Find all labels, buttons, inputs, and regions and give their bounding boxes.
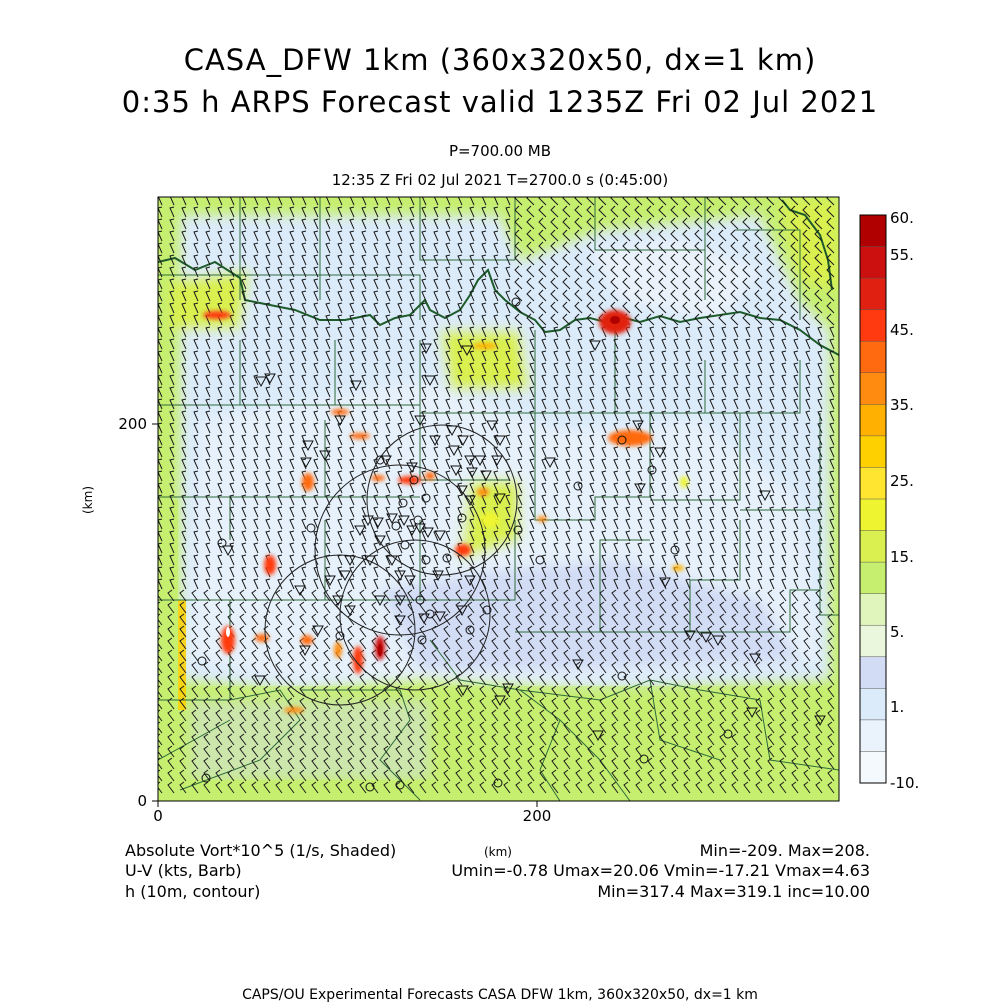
credit-line: CAPS/OU Experimental Forecasts CASA DFW 1km, 360x320x50, dx=1 km (242, 987, 758, 1003)
colorbar-segment (860, 247, 886, 279)
x-tick-label-200: 200 (522, 807, 552, 825)
y-axis-label: (km) (81, 485, 95, 515)
colorbar-segment (860, 436, 886, 468)
colorbar-label: -10. (890, 774, 920, 792)
southern-boundary-band (158, 780, 839, 801)
colorbar-segment (860, 531, 886, 563)
colorbar-label: 45. (890, 321, 914, 339)
colorbar-segment (860, 625, 886, 657)
colorbar-label: 1. (890, 698, 905, 716)
colorbar-label: 55. (890, 246, 914, 264)
colorbar-segment (860, 688, 886, 720)
colorbar-segment (860, 657, 886, 689)
colorbar-segment (860, 404, 886, 436)
vorticity-stats: Min=-209. Max=208. (699, 841, 870, 860)
colorbar-label: 5. (890, 623, 905, 641)
colorbar-segment (860, 499, 886, 531)
plot-area (156, 194, 839, 801)
field-description-wind: U-V (kts, Barb) (125, 861, 242, 880)
colorbar (860, 215, 886, 784)
colorbar-label: 60. (890, 209, 914, 227)
x-axis-label: (km) (483, 845, 513, 859)
colorbar-segment (860, 373, 886, 405)
colorbar-labels (890, 209, 919, 792)
colorbar-label: 15. (890, 548, 914, 566)
y-tick-label-200: 200 (118, 415, 147, 433)
colorbar-segment (860, 720, 886, 752)
field-description-height: h (10m, contour) (125, 882, 261, 901)
field-description-vorticity: Absolute Vort*10^5 (1/s, Shaded) (125, 841, 397, 860)
height-stats: Min=317.4 Max=319.1 inc=10.00 (597, 882, 870, 901)
y-tick-label-0: 0 (137, 792, 147, 810)
colorbar-segment (860, 594, 886, 626)
colorbar-label: 35. (890, 396, 914, 414)
x-tick-label-0: 0 (153, 807, 163, 825)
colorbar-segment (860, 751, 886, 783)
plot-title-line2: 0:35 h ARPS Forecast valid 1235Z Fri 02 Jul 2021 (121, 85, 879, 119)
colorbar-segment (860, 341, 886, 373)
pressure-level-label: P=700.00 MB (448, 142, 552, 160)
wind-stats: Umin=-0.78 Umax=20.06 Vmin=-17.21 Vmax=4.63 (451, 861, 870, 880)
valid-time-label: 12:35 Z Fri 02 Jul 2021 T=2700.0 s (0:45:00) (331, 171, 669, 189)
plot-title-line1: CASA_DFW 1km (360x320x50, dx=1 km) (183, 43, 817, 77)
colorbar-segment (860, 215, 886, 247)
colorbar-segment (860, 310, 886, 342)
colorbar-segment (860, 562, 886, 594)
colorbar-segment (860, 278, 886, 310)
colorbar-segment (860, 467, 886, 499)
colorbar-label: 25. (890, 472, 914, 490)
